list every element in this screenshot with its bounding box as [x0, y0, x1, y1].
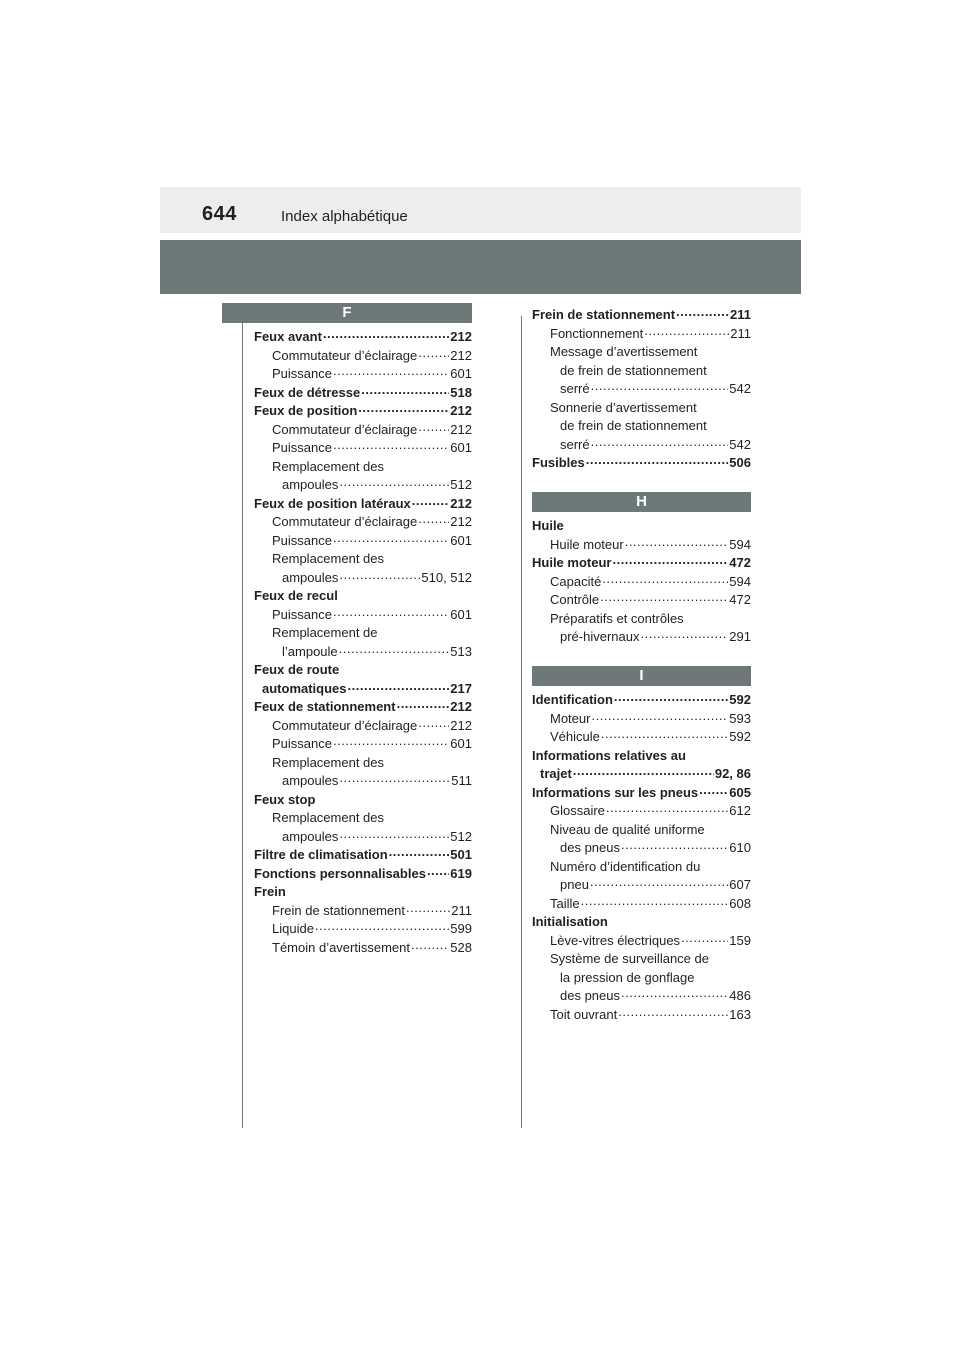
entry-term: Initialisation — [532, 914, 608, 929]
right-index-list-h — [532, 517, 751, 647]
entry-term: Remplacement des — [272, 458, 384, 474]
page-reference: 211 — [730, 325, 751, 341]
dot-leader — [339, 473, 449, 492]
dot-leader — [389, 843, 450, 862]
dot-leader — [600, 588, 728, 607]
page-reference: 211 — [730, 307, 751, 322]
page-reference: 612 — [729, 803, 751, 818]
page-reference: 472 — [729, 592, 751, 607]
entry-term: Taille — [550, 895, 580, 911]
entry-term: Feux stop — [254, 791, 316, 807]
entry-term: Glossaire — [550, 803, 605, 818]
page-reference: 601 — [450, 366, 472, 381]
dot-leader — [601, 725, 728, 744]
page-reference: 211 — [451, 902, 472, 918]
dot-leader — [333, 436, 449, 455]
dot-leader — [618, 1003, 728, 1022]
entry-term: Numéro d’identification du — [550, 858, 701, 874]
dot-leader — [602, 570, 728, 589]
dot-leader — [586, 451, 729, 470]
entry-term: Puissance — [272, 440, 332, 455]
index-entry — [532, 454, 751, 473]
dot-leader — [418, 510, 449, 529]
page-reference: 510, 512 — [421, 569, 472, 585]
entry-term: Feux de position latéraux — [254, 495, 411, 511]
entry-term: Huile moteur — [550, 536, 624, 552]
index-subentry — [254, 606, 472, 625]
index-subentry — [254, 735, 472, 754]
page-reference: 605 — [729, 784, 751, 800]
index-subentry — [532, 950, 751, 969]
dot-leader — [573, 762, 714, 781]
entry-term: l’ampoule — [282, 643, 338, 659]
entry-term: Préparatifs et contrôles — [550, 610, 684, 626]
page-reference: 619 — [450, 865, 472, 881]
page-reference: 512 — [450, 828, 472, 844]
page-reference: 486 — [729, 988, 751, 1003]
entry-term: Identification — [532, 692, 613, 707]
page-reference: 542 — [729, 436, 751, 452]
dot-leader — [581, 892, 729, 911]
entry-term: Informations sur les pneus — [532, 784, 699, 800]
page-reference: 601 — [450, 532, 472, 548]
entry-term: serré — [560, 381, 590, 396]
dot-leader — [406, 899, 450, 918]
page-number: 644 — [202, 203, 237, 225]
entry-term: la pression de gonflage — [560, 969, 695, 985]
page-reference: 594 — [729, 536, 751, 552]
entry-term: Frein — [254, 884, 286, 899]
page-reference: 212 — [450, 717, 472, 733]
entry-term: ampoules — [282, 477, 339, 492]
index-subentry — [532, 343, 751, 362]
dot-leader — [358, 399, 449, 418]
dot-leader — [397, 695, 450, 714]
entry-term: Remplacement des — [272, 754, 384, 770]
dot-leader — [412, 492, 450, 511]
dot-leader — [418, 418, 449, 437]
dot-leader — [333, 603, 449, 622]
dot-leader — [591, 707, 728, 726]
index-subentry — [532, 399, 751, 418]
entry-term: Fusibles — [532, 455, 585, 470]
entry-term: Remplacement des — [272, 810, 384, 825]
page-reference: 501 — [450, 847, 472, 862]
entry-term: Feux de détresse — [254, 384, 361, 400]
page-reference: 163 — [729, 1006, 751, 1022]
dot-leader — [427, 862, 449, 881]
dot-leader — [418, 344, 449, 363]
entry-term: Commutateur d’éclairage — [272, 421, 418, 437]
entry-term: des pneus — [560, 840, 620, 855]
entry-term: Puissance — [272, 366, 332, 381]
dot-leader — [348, 677, 450, 696]
page-title: Index alphabétique — [281, 208, 408, 225]
index-subentry — [532, 325, 751, 344]
dot-leader — [590, 873, 728, 892]
index-subentry — [254, 439, 472, 458]
page-reference: 212 — [450, 514, 472, 529]
left-section-header-f — [222, 303, 472, 323]
index-subentry — [254, 569, 472, 588]
entry-term: Commutateur d’éclairage — [272, 514, 418, 529]
page-reference: 593 — [729, 710, 751, 726]
entry-term: Commutateur d’éclairage — [272, 347, 418, 363]
entry-term: Niveau de qualité uniforme — [550, 821, 705, 837]
page-reference: 92, 86 — [714, 766, 751, 781]
dot-leader — [591, 377, 729, 396]
page-reference: 217 — [450, 680, 472, 696]
entry-term: Feux de position — [254, 403, 358, 418]
index-subentry — [532, 895, 751, 914]
page-reference: 594 — [729, 573, 751, 589]
entry-term: Puissance — [272, 532, 332, 548]
index-subentry — [254, 643, 472, 662]
index-subentry — [532, 802, 751, 821]
entry-term: Contrôle — [550, 592, 600, 607]
dot-leader — [361, 381, 449, 400]
dot-leader — [339, 769, 450, 788]
page-reference: 506 — [729, 455, 751, 470]
dot-leader — [411, 936, 449, 955]
section-header-h — [532, 492, 751, 512]
dot-leader — [644, 322, 729, 341]
right-column-rule — [521, 316, 522, 1128]
dot-leader — [621, 836, 728, 855]
entry-term: Frein de stationnement — [532, 307, 676, 322]
dot-leader — [612, 551, 728, 570]
entry-term: Puissance — [272, 736, 332, 751]
page-reference: 542 — [729, 381, 751, 396]
section-header-i — [532, 666, 751, 686]
page-reference: 528 — [450, 939, 472, 955]
entry-term: Capacité — [550, 573, 602, 589]
page-reference: 513 — [450, 643, 472, 659]
page-reference: 610 — [729, 840, 751, 855]
entry-term: Témoin d’avertissement — [272, 939, 410, 955]
entry-term: Frein de stationnement — [272, 902, 405, 918]
index-subentry — [532, 728, 751, 747]
page-reference: 212 — [450, 495, 472, 511]
entry-term: Filtre de climatisation — [254, 847, 388, 862]
page-reference: 601 — [450, 736, 472, 751]
entry-term: des pneus — [560, 988, 620, 1003]
page-reference: 212 — [450, 329, 472, 344]
page-reference: 518 — [450, 384, 472, 400]
index-subentry — [532, 839, 751, 858]
section-letter-h: H — [532, 492, 751, 512]
entry-term: Fonctions personnalisables — [254, 865, 426, 881]
entry-term: Informations relatives au — [532, 747, 686, 763]
entry-term: Remplacement des — [272, 551, 384, 566]
entry-term: Liquide — [272, 921, 314, 936]
dot-leader — [625, 533, 729, 552]
entry-term: Feux de stationnement — [254, 699, 396, 714]
entry-term: Remplacement de — [272, 625, 378, 640]
dot-leader — [591, 433, 729, 452]
entry-term: Feux de recul — [254, 588, 338, 603]
dot-leader — [418, 714, 449, 733]
entry-term: de frein de stationnement — [560, 418, 707, 433]
left-index-list — [254, 328, 472, 957]
dot-leader — [333, 732, 449, 751]
entry-term: Sonnerie d’avertissement — [550, 399, 697, 415]
entry-term: Huile moteur — [532, 555, 612, 570]
entry-term: pneu — [560, 877, 589, 892]
entry-term: serré — [560, 436, 590, 452]
page-reference: 212 — [450, 347, 472, 363]
entry-term: Message d’avertissement — [550, 344, 698, 359]
left-column-rule — [242, 316, 243, 1128]
dot-leader — [641, 625, 729, 644]
page-reference: 601 — [450, 606, 472, 622]
entry-term: ampoules — [282, 569, 339, 585]
entry-term: Puissance — [272, 606, 332, 622]
page-reference: 601 — [450, 440, 472, 455]
dot-leader — [606, 799, 728, 818]
entry-term: automatiques — [262, 680, 347, 696]
index-entry — [254, 865, 472, 884]
dot-leader — [339, 566, 420, 585]
page-reference: 212 — [450, 699, 472, 714]
dot-leader — [333, 529, 449, 548]
entry-term: ampoules — [282, 828, 339, 844]
page-reference: 159 — [729, 932, 751, 948]
entry-term: Véhicule — [550, 729, 600, 744]
entry-term: trajet — [540, 766, 572, 781]
page-reference: 291 — [729, 629, 751, 644]
page-reference: 592 — [729, 692, 751, 707]
right-index-list-f — [532, 306, 751, 473]
index-subentry — [532, 628, 751, 647]
dot-leader — [676, 303, 729, 322]
entry-term: Commutateur d’éclairage — [272, 717, 418, 733]
dot-leader — [614, 688, 728, 707]
index-subentry — [532, 591, 751, 610]
entry-term: ampoules — [282, 773, 339, 788]
dot-leader — [621, 984, 728, 1003]
index-entry — [254, 791, 472, 810]
page-reference: 212 — [450, 421, 472, 437]
entry-term: Système de surveillance de — [550, 951, 709, 966]
dot-leader — [699, 781, 728, 800]
entry-term: Fonctionnement — [550, 325, 644, 341]
page-reference: 212 — [450, 403, 472, 418]
page-reference: 608 — [729, 895, 751, 911]
page-reference: 511 — [451, 773, 472, 788]
index-subentry — [532, 1006, 751, 1025]
right-index-list-i — [532, 691, 751, 1024]
index-subentry — [254, 532, 472, 551]
entry-term: Moteur — [550, 710, 591, 726]
section-letter-i: I — [532, 666, 751, 686]
page-reference: 592 — [729, 729, 751, 744]
index-subentry — [254, 939, 472, 958]
page-reference: 472 — [729, 555, 751, 570]
dot-leader — [333, 362, 449, 381]
index-subentry — [532, 380, 751, 399]
chapter-banner — [160, 240, 801, 294]
section-letter-f: F — [222, 303, 472, 323]
page-reference: 599 — [450, 921, 472, 936]
entry-term: Feux de route — [254, 662, 340, 677]
dot-leader — [315, 917, 449, 936]
entry-term: pré-hivernaux — [560, 629, 640, 644]
page-reference: 512 — [450, 477, 472, 492]
entry-term: de frein de stationnement — [560, 362, 707, 378]
dot-leader — [681, 929, 728, 948]
dot-leader — [339, 825, 449, 844]
index-subentry — [532, 932, 751, 951]
entry-term: Feux avant — [254, 329, 322, 344]
page-reference: 607 — [729, 877, 751, 892]
entry-term: Toit ouvrant — [550, 1006, 618, 1022]
dot-leader — [323, 325, 449, 344]
dot-leader — [339, 640, 450, 659]
index-subentry — [254, 772, 472, 791]
header-band — [160, 187, 801, 233]
entry-term: Lève-vitres électriques — [550, 932, 681, 948]
entry-term: Huile — [532, 518, 564, 533]
